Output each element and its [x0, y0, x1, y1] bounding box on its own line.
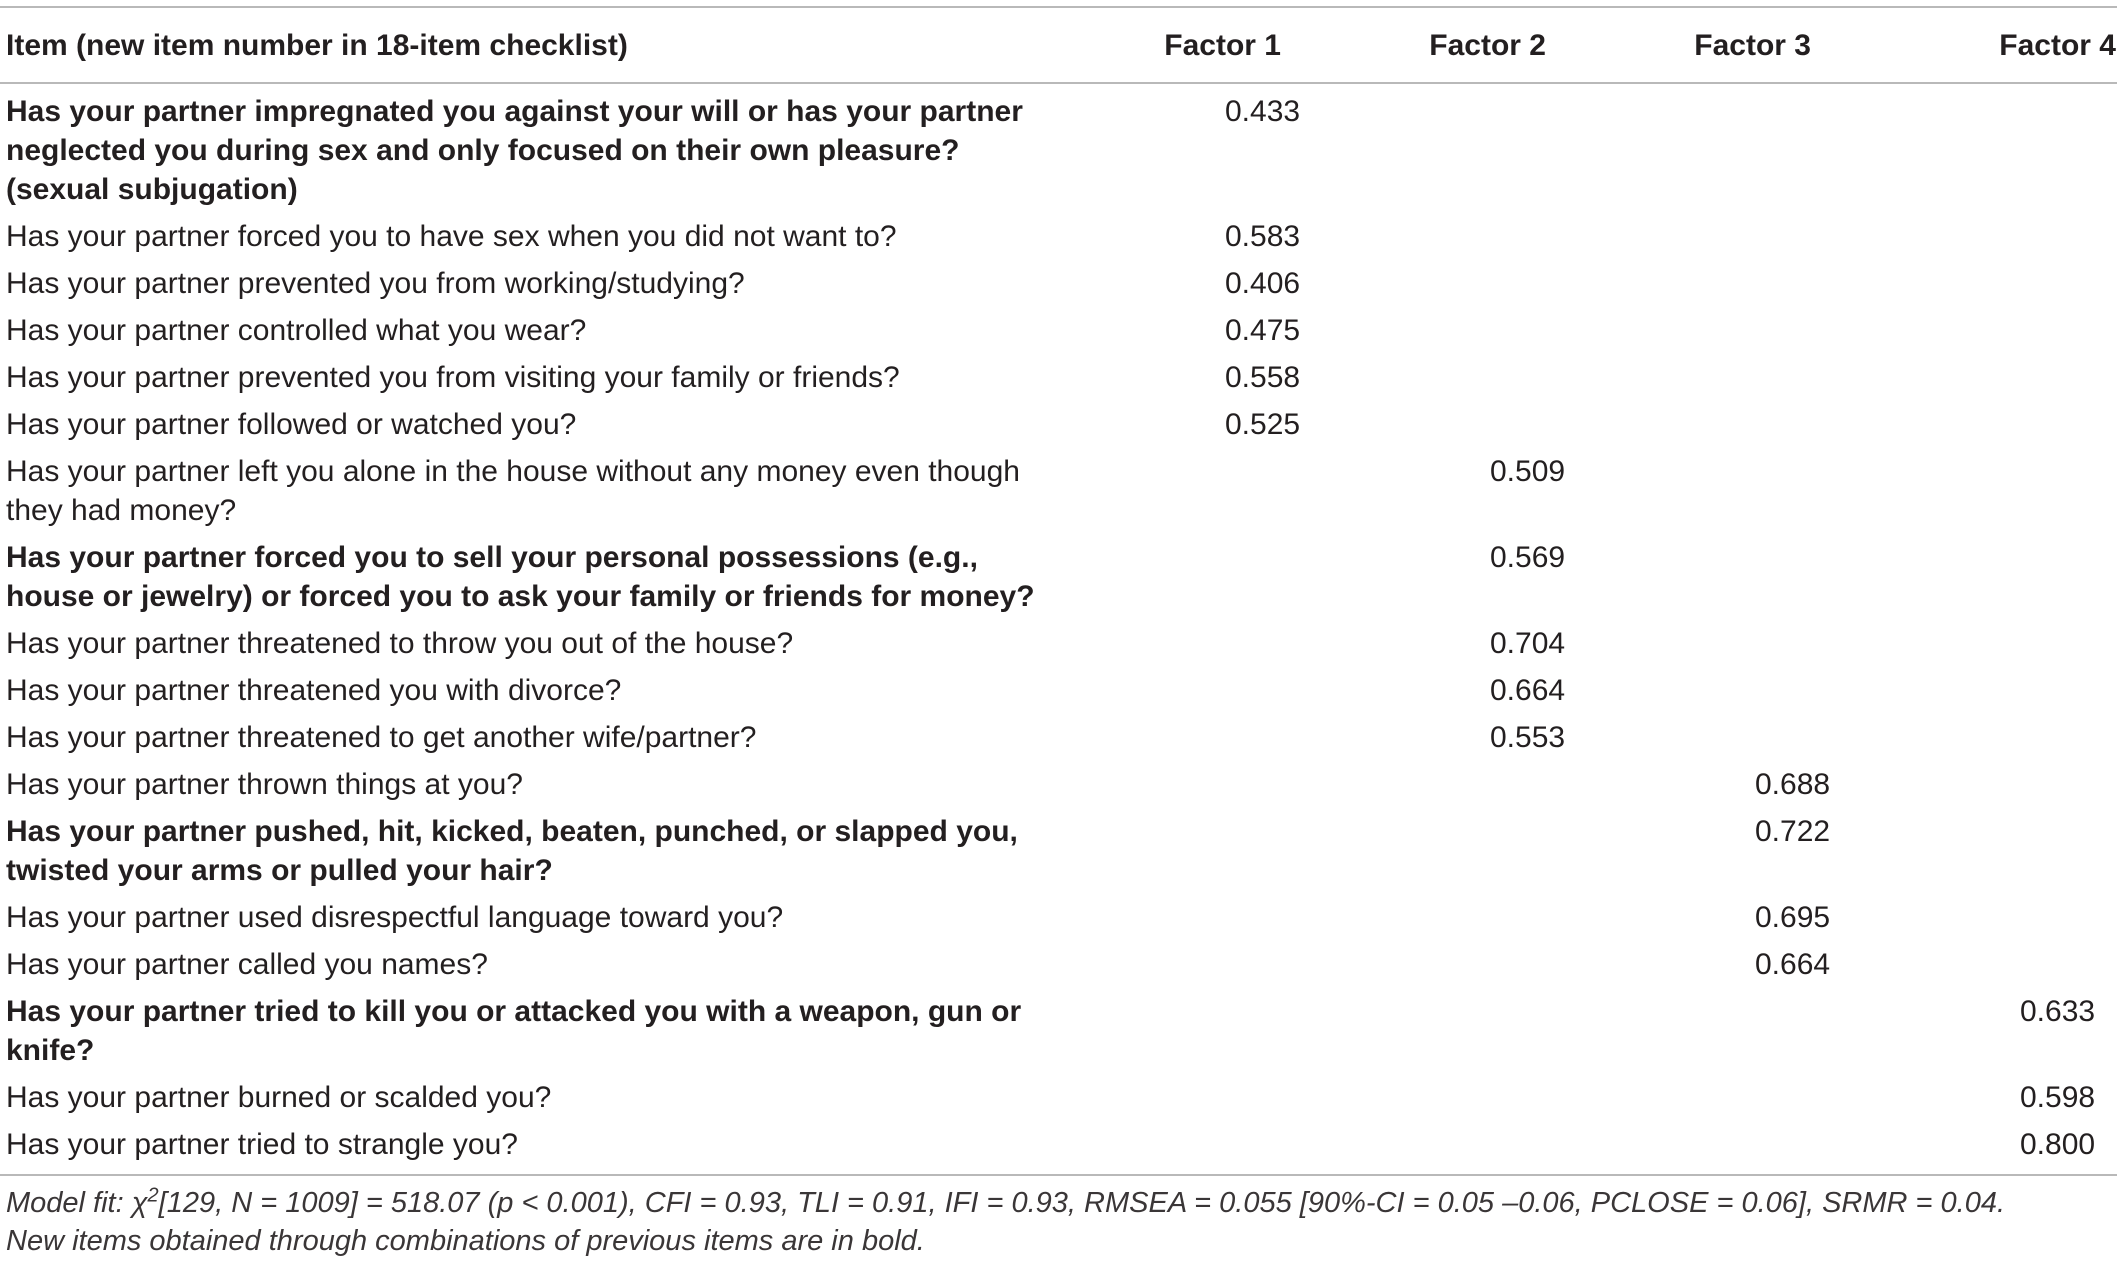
factor-2-loading-cell: [1325, 761, 1590, 808]
factor-2-column-header: Factor 2: [1429, 28, 1546, 62]
factor-2-loading-cell: [1325, 260, 1590, 307]
factor-4-loading-cell: [1855, 667, 2117, 714]
loading-value: 0.553: [1490, 721, 1566, 754]
factor-1-loading-cell: [1060, 988, 1325, 1074]
factor-4-loading-cell: [1855, 401, 2117, 448]
factor-2-loading-cell: [1325, 941, 1590, 988]
item-question-cell: Has your partner tried to kill you or attacked you with a weapon, gun or knife?: [6, 995, 1022, 1067]
loading-value: 0.800: [2020, 1128, 2096, 1161]
factor-2-loading-cell: [1325, 307, 1590, 354]
table-row: [0, 448, 2117, 534]
factor-3-loading-cell: [1590, 714, 1855, 761]
factor-3-column-header: Factor 3: [1694, 28, 1811, 62]
factor-1-loading-cell: [1060, 808, 1325, 894]
factor-3-loading-cell: [1590, 83, 1855, 213]
factor-4-loading-cell: [1855, 83, 2117, 213]
model-fit-statistics: [129, N = 1009] = 518.07 (p < 0.001), CFI = 0.93, TLI = 0.91, IFI = 0.93, RMSEA = 0.055 [90%-CI = 0.05 –0.06, PCLOSE = 0.06], SRMR = 0.04.: [158, 1187, 2006, 1219]
item-question-cell: Has your partner forced you to have sex when you did not want to?: [6, 220, 897, 253]
factor-3-loading-cell: [1590, 761, 1855, 808]
factor-1-loading-cell: [1060, 894, 1325, 941]
factor-3-loading-cell: [1590, 894, 1855, 941]
item-column-header: Item (new item number in 18-item checklist): [6, 28, 628, 62]
item-question-cell: Has your partner prevented you from visiting your family or friends?: [6, 361, 900, 394]
factor-2-loading-cell: [1325, 448, 1590, 534]
factor-4-loading-cell: [1855, 761, 2117, 808]
factor-2-loading-cell: [1325, 988, 1590, 1074]
table-row: [0, 260, 2117, 307]
table-row: [0, 213, 2117, 260]
item-question-cell: Has your partner thrown things at you?: [6, 768, 523, 801]
loading-value: 0.406: [1225, 267, 1301, 300]
table-row: [0, 808, 2117, 894]
factor-2-loading-cell: [1325, 401, 1590, 448]
factor-3-loading-cell: [1590, 808, 1855, 894]
factor-4-loading-cell: [1855, 620, 2117, 667]
item-question-cell: Has your partner burned or scalded you?: [6, 1081, 552, 1114]
loading-value: 0.688: [1755, 768, 1831, 801]
factor-4-loading-cell: [1855, 988, 2117, 1074]
factor-4-column-header: Factor 4: [1999, 28, 2116, 62]
table-row: [0, 83, 2117, 213]
table-row: [0, 761, 2117, 808]
loading-value: 0.475: [1225, 314, 1301, 347]
table-row: [0, 941, 2117, 988]
factor-2-loading-cell: [1325, 534, 1590, 620]
factor-2-loading-cell: [1325, 714, 1590, 761]
factor-1-loading-cell: [1060, 354, 1325, 401]
loading-value: 0.664: [1490, 674, 1566, 707]
item-question-cell: Has your partner followed or watched you?: [6, 408, 577, 441]
factor-3-loading-cell: [1590, 213, 1855, 260]
table-row: [0, 894, 2117, 941]
factor-1-loading-cell: [1060, 83, 1325, 213]
loading-value: 0.664: [1755, 948, 1831, 981]
factor-2-loading-cell: [1325, 1074, 1590, 1121]
factor-4-loading-cell: [1855, 213, 2117, 260]
factor-4-loading-cell: [1855, 714, 2117, 761]
item-question-cell: Has your partner threatened you with divorce?: [6, 674, 622, 707]
factor-3-loading-cell: [1590, 448, 1855, 534]
item-question-cell: Has your partner called you names?: [6, 948, 488, 981]
factor-1-loading-cell: [1060, 667, 1325, 714]
item-question-cell: Has your partner prevented you from working/studying?: [6, 267, 745, 300]
factor-1-loading-cell: [1060, 260, 1325, 307]
factor-3-loading-cell: [1590, 401, 1855, 448]
factor-1-loading-cell: [1060, 620, 1325, 667]
factor-2-loading-cell: [1325, 808, 1590, 894]
factor-1-loading-cell: [1060, 941, 1325, 988]
loading-value: 0.722: [1755, 815, 1831, 848]
factor-3-loading-cell: [1590, 1074, 1855, 1121]
loading-value: 0.525: [1225, 408, 1301, 441]
factor-3-loading-cell: [1590, 534, 1855, 620]
factor-3-loading-cell: [1590, 1121, 1855, 1175]
item-question-cell: Has your partner pushed, hit, kicked, beaten, punched, or slapped you, twisted your arms or pulled your hair?: [6, 815, 1018, 887]
loading-value: 0.509: [1490, 455, 1566, 488]
factor-4-loading-cell: [1855, 808, 2117, 894]
table-header: [0, 7, 2117, 83]
factor-3-loading-cell: [1590, 988, 1855, 1074]
bold-items-note: New items obtained through combinations of previous items are in bold.: [6, 1225, 925, 1257]
loading-value: 0.433: [1225, 95, 1301, 128]
factor-4-loading-cell: [1855, 941, 2117, 988]
factor-1-loading-cell: [1060, 1074, 1325, 1121]
factor-4-loading-cell: [1855, 534, 2117, 620]
table-row: [0, 401, 2117, 448]
loading-value: 0.633: [2020, 995, 2096, 1028]
factor-3-loading-cell: [1590, 667, 1855, 714]
factor-4-loading-cell: [1855, 448, 2117, 534]
factor-2-loading-cell: [1325, 620, 1590, 667]
chi-square-superscript: 2: [147, 1184, 159, 1207]
loading-value: 0.704: [1490, 627, 1566, 660]
table-body: [0, 83, 2117, 1175]
factor-4-loading-cell: [1855, 307, 2117, 354]
factor-2-loading-cell: [1325, 213, 1590, 260]
factor-1-column-header: Factor 1: [1164, 28, 1281, 62]
factor-2-loading-cell: [1325, 83, 1590, 213]
item-question-cell: Has your partner forced you to sell your personal possessions (e.g., house or jewelry) or forced you to ask your family or friends for money?: [6, 541, 1035, 613]
factor-4-loading-cell: [1855, 354, 2117, 401]
item-question-cell: Has your partner threatened to throw you out of the house?: [6, 627, 794, 660]
factor-1-loading-cell: [1060, 213, 1325, 260]
table-row: [0, 354, 2117, 401]
loading-value: 0.558: [1225, 361, 1301, 394]
table-row: [0, 667, 2117, 714]
factor-2-loading-cell: [1325, 354, 1590, 401]
loading-value: 0.695: [1755, 901, 1831, 934]
factor-1-loading-cell: [1060, 534, 1325, 620]
table-row: [0, 620, 2117, 667]
factor-2-loading-cell: [1325, 894, 1590, 941]
model-fit-prefix: Model fit: χ: [6, 1187, 148, 1219]
item-question-cell: Has your partner controlled what you wear?: [6, 314, 587, 347]
factor-1-loading-cell: [1060, 1121, 1325, 1175]
table-row: [0, 988, 2117, 1074]
model-fit-note: [6, 1184, 2117, 1222]
factor-4-loading-cell: [1855, 1074, 2117, 1121]
table-footnote: [0, 1176, 2117, 1260]
loading-value: 0.598: [2020, 1081, 2096, 1114]
loading-value: 0.583: [1225, 220, 1301, 253]
factor-3-loading-cell: [1590, 260, 1855, 307]
factor-3-loading-cell: [1590, 941, 1855, 988]
factor-3-loading-cell: [1590, 354, 1855, 401]
factor-1-loading-cell: [1060, 714, 1325, 761]
item-question-cell: Has your partner left you alone in the house without any money even though they had money?: [6, 455, 1020, 527]
factor-4-loading-cell: [1855, 1121, 2117, 1175]
factor-4-loading-cell: [1855, 894, 2117, 941]
factor-4-loading-cell: [1855, 260, 2117, 307]
factor-1-loading-cell: [1060, 401, 1325, 448]
header-row: [0, 7, 2117, 83]
table-row: [0, 534, 2117, 620]
factor-3-loading-cell: [1590, 307, 1855, 354]
factor-3-loading-cell: [1590, 620, 1855, 667]
factor-loadings-table: [0, 6, 2117, 1176]
loading-value: 0.569: [1490, 541, 1566, 574]
table-row: [0, 307, 2117, 354]
factor-1-loading-cell: [1060, 448, 1325, 534]
factor-1-loading-cell: [1060, 761, 1325, 808]
item-question-cell: Has your partner impregnated you against your will or has your partner neglected you during sex and only focused on their own pleasure? (sexual subjugation): [6, 95, 1023, 206]
table-row: [0, 714, 2117, 761]
table-row: [0, 1121, 2117, 1175]
factor-loadings-table-container: [0, 6, 2117, 1260]
item-question-cell: Has your partner used disrespectful language toward you?: [6, 901, 784, 934]
table-row: [0, 1074, 2117, 1121]
factor-1-loading-cell: [1060, 307, 1325, 354]
item-question-cell: Has your partner tried to strangle you?: [6, 1128, 518, 1161]
factor-2-loading-cell: [1325, 667, 1590, 714]
factor-2-loading-cell: [1325, 1121, 1590, 1175]
item-question-cell: Has your partner threatened to get another wife/partner?: [6, 721, 757, 754]
